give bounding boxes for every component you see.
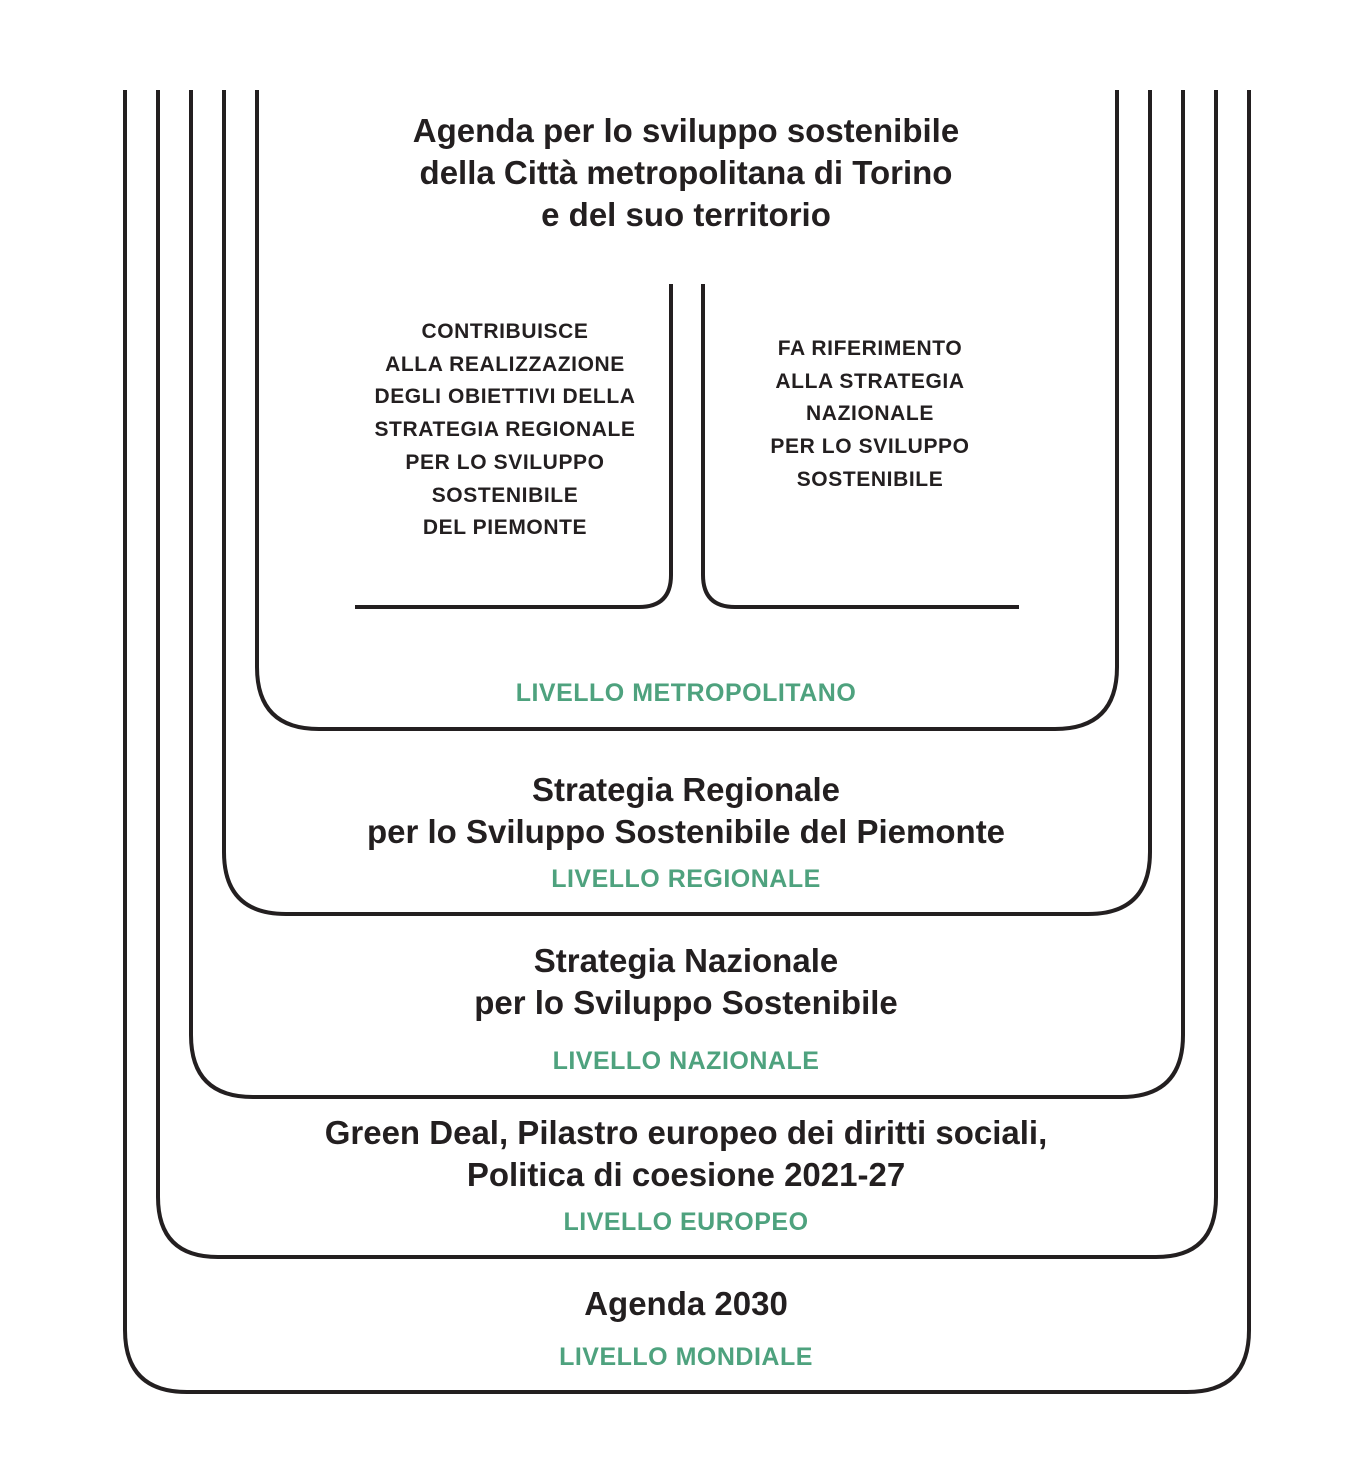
world-title: Agenda 2030 [584,1285,788,1322]
regional-title: Strategia Regionale per lo Sviluppo Sostenibile del Piemonte [366,771,1006,850]
world-level-frame [125,90,1249,1392]
national-level-label: LIVELLO NAZIONALE [552,1047,820,1075]
metropolitan-title: Agenda per lo sviluppo sostenibile della Città metropolitana di Torino e del suo territorio [412,112,960,233]
european-level-label: LIVELLO EUROPEO [563,1208,809,1236]
refers-to-national-note: FA RIFERIMENTO ALLA STRATEGIA NAZIONALE PER LO SVILUPPO SOSTENIBILE [770,337,970,491]
regional-level-label: LIVELLO REGIONALE [551,865,821,893]
european-level-frame [158,90,1216,1257]
contributes-to-regional-note: CONTRIBUISCE ALLA REALIZZAZIONE DEGLI OBIETTIVI DELLA STRATEGIA REGIONALE PER LO SVILUPPO SOSTENIBILE DEL PIEMONTE [374,320,636,540]
european-title: Green Deal, Pilastro europeo dei diritti sociali, Politica di coesione 2021-27 [324,1114,1048,1193]
national-title: Strategia Nazionale per lo Sviluppo Sostenibile [474,942,898,1021]
metropolitan-level-label: LIVELLO METROPOLITANO [515,679,857,707]
world-level-label: LIVELLO MONDIALE [559,1343,813,1371]
